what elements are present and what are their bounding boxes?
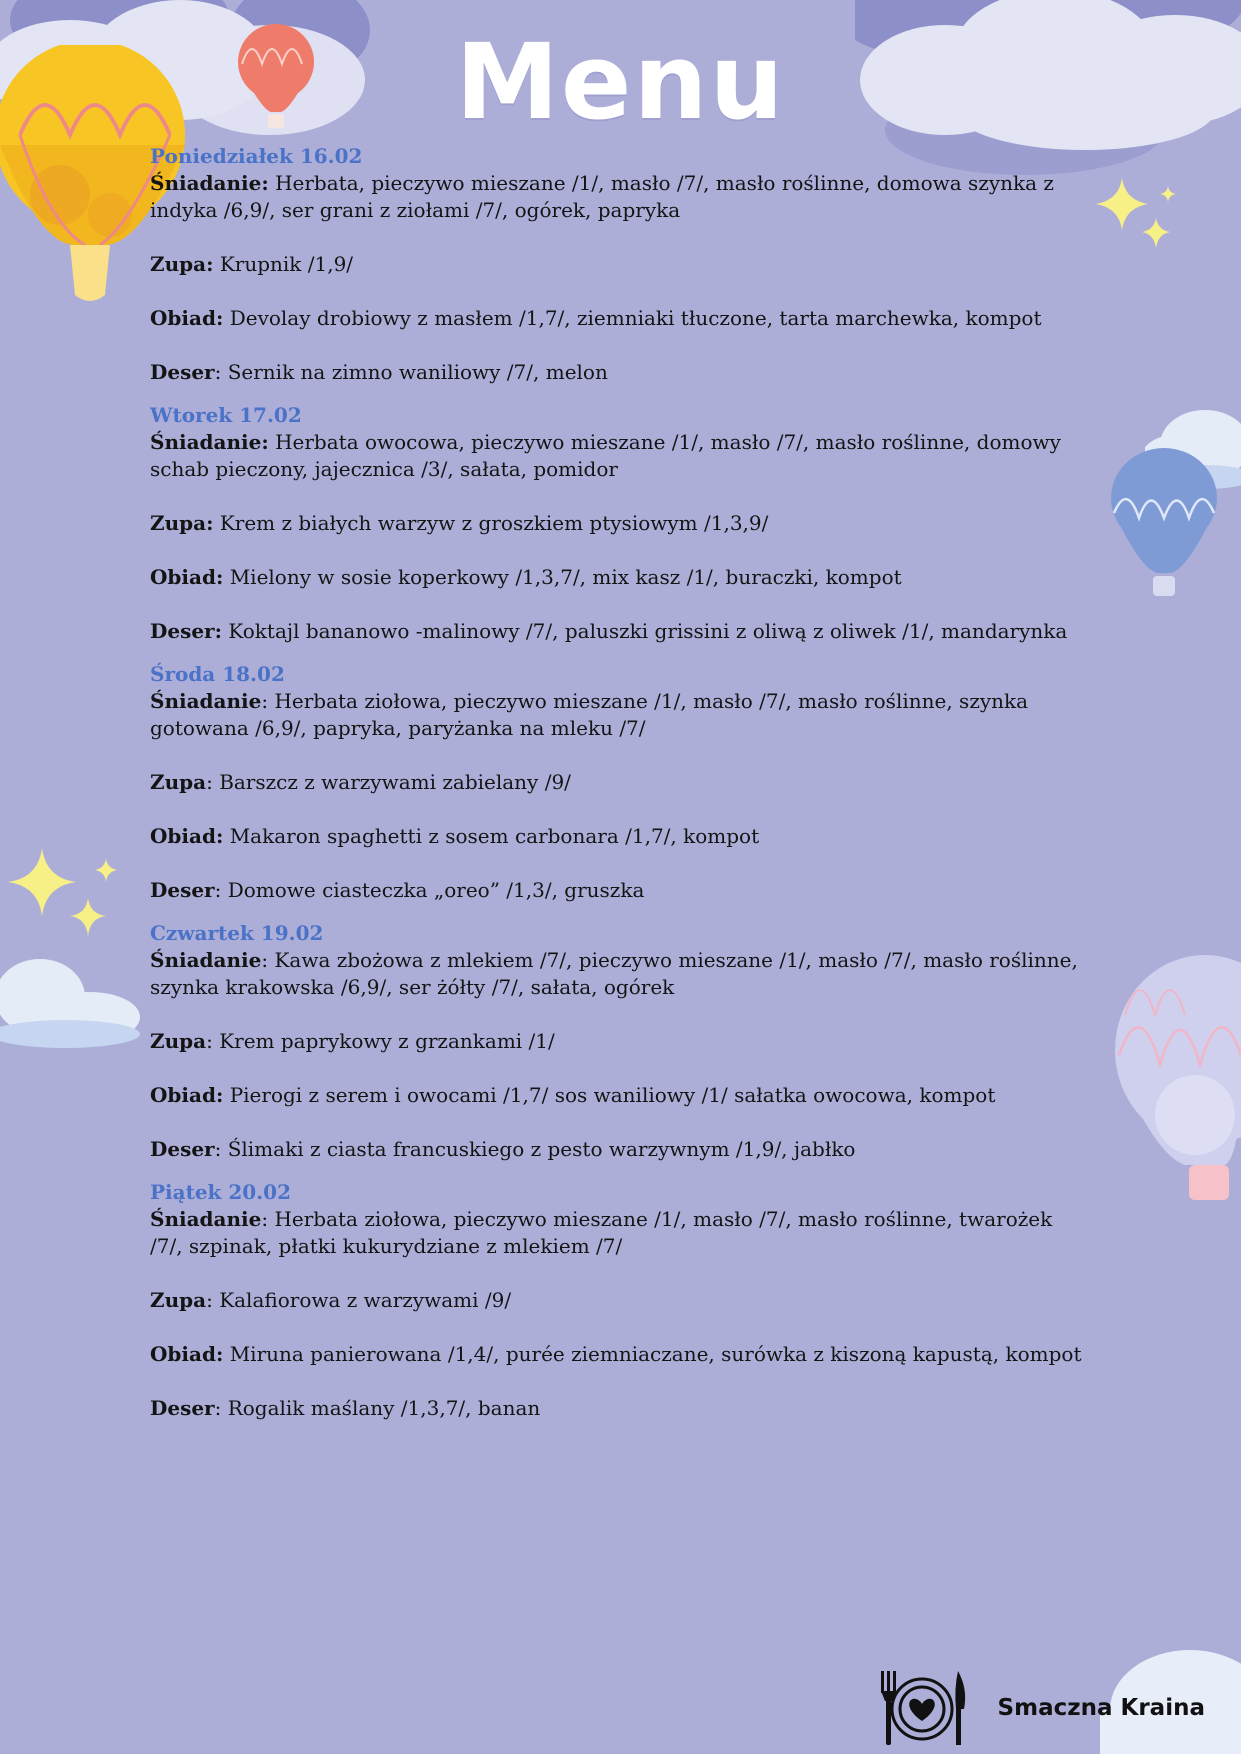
meal-dessert (150, 618, 1090, 645)
meal-label: Zupa: (150, 252, 214, 276)
meal-text: : Kawa zbożowa z mlekiem /7/, pieczywo mieszane /1/, masło /7/, masło roślinne, szynka krakowska /6,9/, ser żółty /7/, sałata, ogórek (150, 948, 1078, 999)
meal-text: : Barszcz z warzywami zabielany /9/ (206, 770, 571, 794)
meal-breakfast (150, 947, 1090, 1001)
meal-dessert (150, 1136, 1090, 1163)
meal-text: : Krem paprykowy z grzankami /1/ (206, 1029, 555, 1053)
day-section-tuesday (150, 402, 1090, 645)
meal-text: Koktajl bananowo -malinowy /7/, paluszki grissini z oliwą z oliwek /1/, mandarynka (221, 619, 1068, 643)
weekly-menu (150, 143, 1090, 1438)
meal-label: Obiad: (150, 565, 224, 589)
meal-text: Devolay drobiowy z masłem /1,7/, ziemniaki tłuczone, tarta marchewka, kompot (223, 306, 1042, 330)
meal-soup (150, 1028, 1090, 1055)
meal-label: Zupa (150, 1029, 207, 1053)
meal-soup (150, 1287, 1090, 1314)
day-title: Poniedziałek 16.02 (150, 144, 363, 168)
meal-label: Deser (150, 1396, 215, 1420)
meal-label: Śniadanie (150, 948, 262, 972)
lavender-hot-air-balloon-decoration (1115, 955, 1241, 1220)
meal-text: Mielony w sosie koperkowy /1,3,7/, mix kasz /1/, buraczki, kompot (223, 565, 902, 589)
meal-text: : Herbata ziołowa, pieczywo mieszane /1/, masło /7/, masło roślinne, twarożek /7/, szpinak, płatki kukurydziane z mlekiem /7/ (150, 1207, 1053, 1258)
meal-lunch (150, 1341, 1090, 1368)
day-section-wednesday (150, 661, 1090, 904)
meal-text: : Domowe ciasteczka „oreo” /1,3/, gruszka (214, 878, 645, 902)
meal-breakfast (150, 170, 1090, 224)
meal-label: Deser: (150, 619, 222, 643)
brand-name: Smaczna Kraina (997, 1695, 1205, 1721)
day-title: Wtorek 17.02 (150, 403, 302, 427)
meal-dessert (150, 1395, 1090, 1422)
meal-text: Pierogi z serem i owocami /1,7/ sos waniliowy /1/ sałatka owocowa, kompot (223, 1083, 996, 1107)
meal-breakfast (150, 688, 1090, 742)
meal-text: Herbata, pieczywo mieszane /1/, masło /7/, masło roślinne, domowa szynka z indyka /6,9/, ser grani z ziołami /7/, ogórek, papryka (150, 171, 1054, 222)
meal-text: Herbata owocowa, pieczywo mieszane /1/, masło /7/, masło roślinne, domowy schab pieczony, jajecznica /3/, sałata, pomidor (150, 430, 1061, 481)
meal-label: Zupa (150, 770, 207, 794)
meal-breakfast (150, 429, 1090, 483)
meal-label: Śniadanie: (150, 171, 269, 195)
day-section-monday (150, 143, 1090, 386)
meal-label: Zupa (150, 1288, 207, 1312)
meal-label: Obiad: (150, 824, 224, 848)
meal-text: Krupnik /1,9/ (213, 252, 354, 276)
meal-lunch (150, 823, 1090, 850)
meal-label: Deser (150, 360, 215, 384)
day-title: Czwartek 19.02 (150, 921, 324, 945)
day-title: Piątek 20.02 (150, 1180, 292, 1204)
sparkle-stars-top-right-icon (1092, 178, 1184, 250)
meal-text: Makaron spaghetti z sosem carbonara /1,7/, kompot (223, 824, 760, 848)
meal-label: Deser (150, 1137, 215, 1161)
meal-text: : Rogalik maślany /1,3,7/, banan (214, 1396, 541, 1420)
meal-text: : Sernik na zimno waniliowy /7/, melon (214, 360, 608, 384)
meal-text: Miruna panierowana /1,4/, purée ziemniaczane, surówka z kiszoną kapustą, kompot (223, 1342, 1082, 1366)
meal-text: : Ślimaki z ciasta francuskiego z pesto warzywnym /1,9/, jabłko (214, 1137, 856, 1161)
meal-lunch (150, 564, 1090, 591)
meal-dessert (150, 877, 1090, 904)
day-title: Środa 18.02 (150, 662, 285, 686)
footer-brand (874, 1668, 1205, 1748)
meal-text: : Herbata ziołowa, pieczywo mieszane /1/, masło /7/, masło roślinne, szynka gotowana /6,9/, papryka, paryżanka na mleku /7/ (150, 689, 1029, 740)
meal-label: Obiad: (150, 1083, 224, 1107)
meal-dessert (150, 359, 1090, 386)
meal-lunch (150, 1082, 1090, 1109)
meal-soup (150, 510, 1090, 537)
sparkle-stars-left-icon (8, 848, 123, 943)
meal-soup (150, 769, 1090, 796)
day-section-thursday (150, 920, 1090, 1163)
meal-label: Śniadanie (150, 689, 262, 713)
meal-soup (150, 251, 1090, 278)
meal-label: Zupa: (150, 511, 214, 535)
meal-label: Śniadanie: (150, 430, 269, 454)
blue-hot-air-balloon-decoration (1109, 448, 1219, 600)
meal-label: Obiad: (150, 1342, 224, 1366)
meal-text: : Kalafiorowa z warzywami /9/ (206, 1288, 512, 1312)
meal-label: Obiad: (150, 306, 224, 330)
cloud-left-decoration (0, 952, 145, 1052)
meal-lunch (150, 305, 1090, 332)
day-section-friday (150, 1179, 1090, 1422)
meal-label: Śniadanie (150, 1207, 262, 1231)
plate-heart-cutlery-icon (874, 1669, 972, 1747)
meal-breakfast (150, 1206, 1090, 1260)
meal-text: Krem z białych warzyw z groszkiem ptysiowym /1,3,9/ (213, 511, 769, 535)
page-title: Menu (455, 21, 786, 143)
meal-label: Deser (150, 878, 215, 902)
